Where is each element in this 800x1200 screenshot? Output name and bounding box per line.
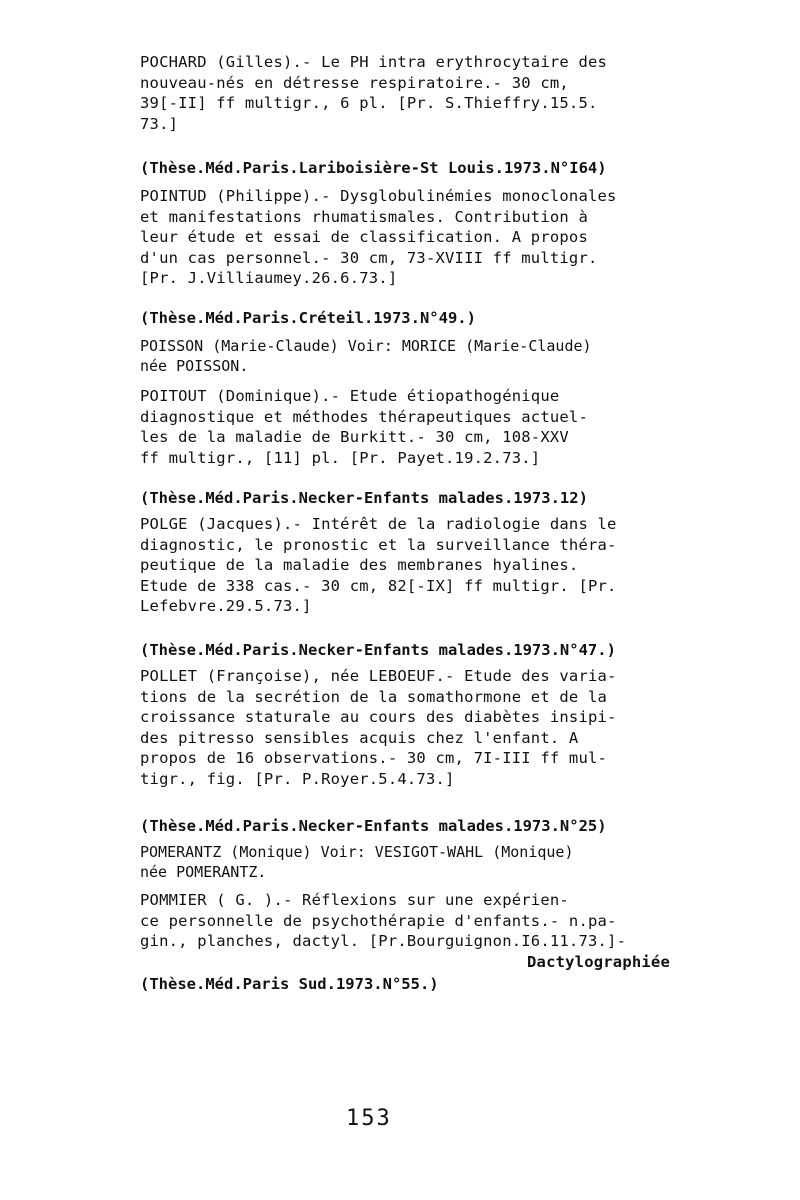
thesis-note — [140, 974, 670, 994]
note-line: (Thèse.Méd.Paris Sud.1973.N°55.) — [140, 975, 439, 993]
entry-line: peutique de la maladie des membranes hyalines. — [140, 556, 579, 574]
entry-line: diagnostic, le pronostic et la surveillance théra- — [140, 535, 617, 554]
entry-line: [Pr. J.Villiaumey.26.6.73.] — [140, 269, 398, 287]
entry-line: nouveau-nés en détresse respiratoire.- 30 cm, — [140, 73, 569, 92]
entry-line: POINTUD (Philippe).- Dysglobulinémies monoclonales — [140, 187, 617, 205]
entry-line: POLGE (Jacques).- Intérêt de la radiologie dans le — [140, 515, 617, 533]
entry-line: tigr., fig. [Pr. P.Royer.5.4.73.] — [140, 769, 455, 788]
entry-line: diagnostique et méthodes thérapeutiques actuel- — [140, 407, 588, 426]
entry-line: POISSON (Marie-Claude) Voir: MORICE (Marie-Claude) — [140, 337, 592, 355]
entry-line: les de la maladie de Burkitt.- 30 cm, 108-XXV — [140, 428, 569, 446]
page-number: 153 — [346, 1106, 392, 1131]
entry-line: POMERANTZ (Monique) Voir: VESIGOT-WAHL (Monique) — [140, 843, 574, 861]
entry-line: née POISSON. — [140, 357, 249, 375]
thesis-note — [140, 816, 670, 836]
thesis-note — [140, 640, 670, 660]
thesis-note — [140, 158, 670, 178]
note-line: (Thèse.Méd.Paris.Necker-Enfants malades.1973.N°47.) — [140, 641, 616, 659]
entry-poisson — [140, 336, 670, 376]
note-line: (Thèse.Méd.Paris.Créteil.1973.N°49.) — [140, 309, 476, 327]
entry-line: tions de la secrétion de la somathormone et de la — [140, 687, 608, 706]
entry-line: ff multigr., [11] pl. [Pr. Payet.19.2.73.] — [140, 448, 541, 467]
note-line: (Thèse.Méd.Paris.Necker-Enfants malades.1973.12) — [140, 489, 588, 507]
entry-line: d'un cas personnel.- 30 cm, 73-XVIII ff multigr. — [140, 248, 598, 267]
entry-line: et manifestations rhumatismales. Contribution à — [140, 207, 588, 226]
entry-polge — [140, 514, 670, 617]
entry-line: croissance staturale au cours des diabètes insipi- — [140, 708, 617, 726]
entry-line: Etude de 338 cas.- 30 cm, 82[-IX] ff multigr. [Pr. — [140, 576, 617, 595]
entry-line: 39[-II] ff multigr., 6 pl. [Pr. S.Thieffry.15.5. — [140, 94, 598, 112]
note-line: (Thèse.Méd.Paris.Lariboisière-St Louis.1973.N°I64) — [140, 159, 607, 177]
entry-line: POMMIER ( G. ).- Réflexions sur une expérien- — [140, 891, 569, 909]
entry-pomerantz — [140, 842, 670, 882]
entry-line: POITOUT (Dominique).- Etude étiopathogénique — [140, 387, 560, 405]
thesis-note — [140, 488, 670, 508]
entry-line: Lefebvre.29.5.73.] — [140, 597, 312, 615]
thesis-note — [140, 308, 670, 328]
entry-line: née POMERANTZ. — [140, 863, 267, 881]
entry-pochard — [140, 52, 670, 134]
entry-line: POLLET (Françoise), née LEBOEUF.- Etude des varia- — [140, 667, 617, 685]
entry-pollet — [140, 666, 670, 789]
entry-line: des pitresso sensibles acquis chez l'enfant. A — [140, 728, 579, 747]
entry-line: 73.] — [140, 114, 179, 133]
entry-poitout — [140, 386, 670, 468]
entry-pointud — [140, 186, 670, 289]
entry-line: Dactylographiée — [527, 952, 670, 971]
entry-pommier — [140, 890, 670, 972]
entry-line: gin., planches, dactyl. [Pr.Bourguignon.I6.11.73.]- — [140, 932, 627, 950]
entry-line: ce personnelle de psychothérapie d'enfants.- n.pa- — [140, 911, 617, 930]
entry-line: propos de 16 observations.- 30 cm, 7I-III ff mul- — [140, 749, 608, 767]
entry-line: POCHARD (Gilles).- Le PH intra erythrocytaire des — [140, 53, 608, 71]
note-line: (Thèse.Méd.Paris.Necker-Enfants malades.1973.N°25) — [140, 817, 607, 835]
entry-line: leur étude et essai de classification. A propos — [140, 228, 588, 246]
